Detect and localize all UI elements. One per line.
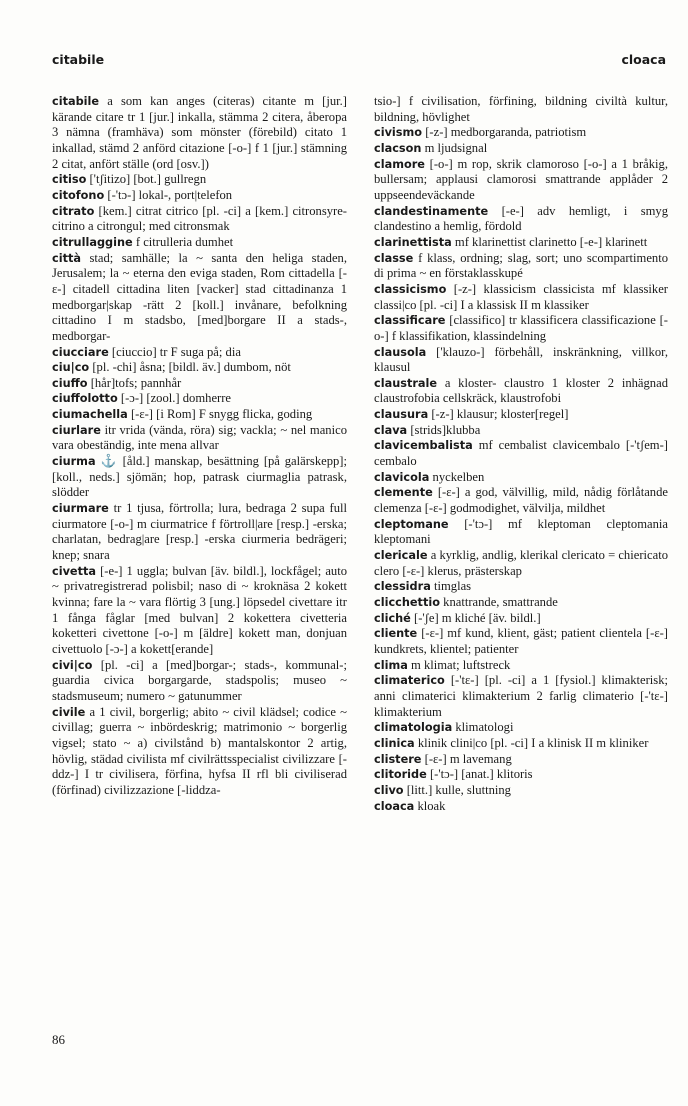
dictionary-entry [374, 595, 668, 611]
entry-body: [classifico] tr klassificera classificazione [-o-] f klassifikation, klassindelning [374, 313, 668, 343]
dictionary-entry [374, 752, 668, 768]
headword: classe [374, 251, 414, 265]
dictionary-entry [52, 423, 347, 454]
dictionary-entry [52, 360, 347, 376]
headword: clericale [374, 549, 428, 563]
dictionary-entry [374, 783, 668, 799]
dictionary-entry [374, 611, 668, 627]
headword: climaterico [374, 674, 445, 688]
dictionary-entry [374, 438, 668, 469]
dictionary-entry [374, 141, 668, 157]
entry-body: [-ɛ-] [i Rom] F snygg flicka, goding [130, 407, 313, 422]
headword: clitoride [374, 768, 427, 782]
dictionary-entry [374, 125, 668, 141]
entry-body: tr 1 tjusa, förtrolla; lura, bedraga 2 supa full ciurmatore [-o-] m ciurmatrice f förtroll|are [resp.] -erska; charlatan, bedrag|are [resp.] -erska ciurmeria bedrägeri; knep; snara [52, 501, 348, 563]
headword: clarinettista [374, 235, 452, 249]
headword: clemente [374, 486, 433, 500]
entry-body: nyckelben [432, 469, 485, 484]
dictionary-entry [374, 658, 668, 674]
entry-body: [-ɛ-] a god, välvillig, mild, nådig förlåtande clemenza [-ɛ-] godmodighet, välvilja, mildhet [374, 485, 668, 516]
entry-body: ['klauzo-] förbehåll, inskränkning, villkor, klausul [374, 344, 668, 375]
dictionary-entry [374, 767, 668, 783]
dictionary-entry [374, 282, 668, 313]
left-column [52, 94, 347, 799]
entry-body: [-e-] adv hemligt, i smyg clandestino a hemlig, fördold [374, 203, 668, 234]
page-number: 86 [52, 1032, 65, 1047]
entry-body: mf cembalist clavicembalo [-'tʃem-] cembalo [374, 438, 668, 469]
dictionary-entry [374, 251, 668, 282]
headword: clessidra [374, 580, 431, 594]
headword: ciucciare [52, 345, 109, 359]
running-head-left: citabile [52, 52, 105, 67]
dictionary-entry [52, 407, 347, 423]
entry-body: [-'tɔ-] [anat.] klitoris [429, 767, 533, 782]
dictionary-entry [374, 235, 668, 251]
headword: ciumachella [52, 408, 128, 422]
headword: ciurlare [52, 423, 101, 437]
dictionary-entry [52, 235, 347, 251]
entry-body: [pl. -ci] a [med]borgar-; stads-, kommunal-; guardia civica borgargarde, stadspolis; museo ~ stadsmuseum; numero ~ gatunummer [52, 657, 347, 703]
entry-body: a 1 civil, borgerlig; abito ~ civil klädsel; codice ~ civillag; guerra ~ inbördeskrig; matrimonio ~ borgerlig vigsel; stato ~ a) civilstånd b) mantalskontor 2 artig, hövlig, städad civilista mf civilrättsspecialist civilizzare [-ddz-] I tr civilisera, förfina, hyfsa II rfl bli civiliserad (förfinad) civilizzazione [-liddza- [52, 704, 347, 797]
entry-body: knattrande, smattrande [443, 595, 558, 609]
entry-body: kloak [417, 798, 446, 813]
headword: ciuffolotto [52, 392, 118, 406]
dictionary-entry [374, 407, 668, 423]
headword: cloaca [374, 799, 415, 813]
headword: clinica [374, 736, 415, 750]
headword: civile [52, 705, 86, 719]
headword: clivo [374, 783, 404, 797]
headword: clacson [374, 141, 422, 155]
headword: ciuffo [52, 376, 88, 390]
entry-body: [strids]klubba [410, 422, 481, 437]
dictionary-entry [52, 376, 347, 392]
entry-body: klimatologi [455, 720, 514, 735]
dictionary-entry [374, 673, 668, 720]
entry-body: a kloster- claustro 1 kloster 2 inhägnad claustrofobia cellskräck, klaustrofobi [374, 375, 668, 406]
headword: clicchettio [374, 596, 440, 609]
entry-body: [-'tɛ-] [pl. -ci] a 1 [fysiol.] klimakterisk; anni climaterici klimakterium 2 farlig climaterio [-'tɛ-] klimakterium [374, 673, 668, 719]
entry-body: [-e-] 1 uggla; bulvan [äv. bildl.], lockfågel; auto ~ privatregistrerad polisbil; naso di ~ kroknäsa 2 kokett kvinna; fare la ~ vara flörtig 3 [ung.] löpsedel civettare itr 1 fånga fåglar [med bulvan] 2 kokettera civetteria koketteri civettone [-o-] m [äldre] kokett man, donjuan civettuolo [-ɔ-] a kokett[erande] [52, 563, 348, 656]
entry-body: [-ɛ-] m lavemang [424, 751, 512, 766]
entry-body: [-'ʃe] m kliché [äv. bildl.] [414, 610, 541, 625]
dictionary-entry [374, 423, 668, 439]
entry-body: f citrulleria dumhet [135, 234, 234, 249]
entry-body: [ciuccio] tr F suga på; dia [111, 344, 241, 359]
headword: clavicola [374, 470, 430, 484]
headword: clava [374, 423, 408, 437]
entry-body: [-z-] klausur; kloster[regel] [431, 407, 569, 422]
entry-body: [-o-] m rop, skrik clamoroso [-o-] a 1 bråkig, bullersam; applausi clamorosi smattrande applåder 2 uppseendeväckande [374, 156, 668, 202]
entry-body: mf klarinettist clarinetto [-e-] klarinett [454, 234, 648, 249]
dictionary-entry [52, 204, 347, 235]
running-head-right: cloaca [621, 52, 666, 67]
dictionary-entry [52, 454, 347, 501]
headword: classificare [374, 314, 446, 328]
dictionary-entry-continued [374, 94, 668, 125]
entry-body: [-'tɔ-] lokal-, port|telefon [107, 187, 233, 202]
headword: città [52, 251, 81, 265]
headword: civi|co [52, 658, 93, 672]
dictionary-entry [374, 517, 668, 548]
dictionary-entry [52, 501, 347, 564]
entry-body: ⚓ [åld.] manskap, besättning [på galärskepp]; [koll., neds.] sjömän; hop, patrask ciurmaglia patrask, slödder [52, 454, 347, 500]
entry-body: [pl. -chi] åsna; [bildl. äv.] dumbom, nöt [92, 360, 291, 375]
headword: clima [374, 658, 408, 672]
entry-body: klinik clini|co [pl. -ci] I a klinisk II m kliniker [417, 735, 649, 750]
entry-body: m klimat; luftstreck [411, 657, 511, 672]
dictionary-entry [374, 204, 668, 235]
headword: clausura [374, 408, 429, 422]
entry-body: m ljudsignal [424, 140, 488, 155]
headword: citabile [52, 95, 100, 108]
headword: citrullaggine [52, 235, 133, 249]
dictionary-entry [52, 658, 347, 705]
dictionary-entry [374, 376, 668, 407]
headword: clavicembalista [374, 439, 473, 453]
dictionary-entry [374, 579, 668, 595]
headword: ciurma [52, 455, 96, 469]
dictionary-entry [374, 470, 668, 486]
entry-body: a som kan anges (citeras) citante m [jur.] kärande citare tr 1 [jur.] inkalla, stämma 2 citera, åberopa 3 nämna (framhäva) som mönster (förebild) citato 1 inkallad, stämd 2 anförd citazione [-o-] f 1 [jur.] stämning 2 citat, anfört ställe (ord [osv.]) [52, 94, 348, 171]
dictionary-entry [374, 626, 668, 657]
entry-body: tsio-] f civilisation, förfining, bildning civiltà kultur, bildning, hövlighet [374, 94, 668, 124]
headword: claustrale [374, 376, 438, 390]
dictionary-entry [52, 345, 347, 361]
dictionary-entry [374, 736, 668, 752]
dictionary-entry [52, 705, 347, 799]
entry-body: f klass, ordning; slag, sort; uno scompartimento di prima ~ en förstaklasskupé [374, 250, 669, 281]
entry-body: [-'tɔ-] mf kleptoman cleptomania kleptomani [374, 516, 668, 547]
headword: citiso [52, 173, 87, 187]
dictionary-entry [52, 251, 347, 345]
headword: cliché [374, 611, 411, 625]
headword: classicismo [374, 282, 447, 296]
headword: clandestinamente [374, 204, 489, 218]
entry-body: a kyrklig, andlig, klerikal clericato = chiericato clero [-ɛ-] klerus, prästerskap [374, 548, 668, 578]
entry-body: [-ɛ-] mf kund, klient, gäst; patient clientela [-ɛ-] kundkrets, klientel; patienter [374, 626, 669, 656]
entry-body: [-z-] klassicism classicista mf klassiker classi|co [pl. -ci] I a klassisk II m klassiker [374, 281, 668, 312]
entry-body: [-ɔ-] [zool.] domherre [120, 391, 232, 406]
dictionary-entry [374, 485, 668, 516]
headword: cleptomane [374, 517, 449, 531]
dictionary-entry [374, 345, 668, 376]
headword: clistere [374, 752, 422, 766]
dictionary-entry [52, 391, 347, 407]
entry-body: timglas [434, 579, 472, 594]
right-column [374, 94, 668, 814]
entry-body: ['tʃitizo] [bot.] gullregn [89, 172, 207, 187]
dictionary-entry [374, 548, 668, 579]
headword: clausola [374, 345, 427, 359]
entry-body: [hår]tofs; pannhår [90, 375, 182, 390]
dictionary-entry [374, 313, 668, 344]
headword: climatologia [374, 721, 453, 735]
headword: citofono [52, 188, 105, 202]
dictionary-entry [374, 799, 668, 815]
entry-body: itr vrida (vända, röra) sig; vackla; ~ nel manico vara obeständig, inte mena allvar [52, 422, 347, 453]
entry-body: [kem.] citrat citrico [pl. -ci] a [kem.] citronsyre- citrino a citrongul; med citronsmak [52, 203, 347, 234]
entry-body: stad; samhälle; la ~ santa den heliga staden, Jerusalem; la ~ eterna den eviga staden, Rom cittadella [-ɛ-] citadell cittadina liten [vacker] stad cittadinanza 1 medborgar|skap -rätt 2 [koll.] invånare, befolkning cittadino I m stadsbo, [med]borgare II a stads-, medborgar- [52, 250, 348, 343]
dictionary-entry [374, 157, 668, 204]
headword: ciu|co [52, 361, 90, 375]
headword: civismo [374, 126, 423, 140]
dictionary-entry [52, 188, 347, 204]
dictionary-entry [374, 720, 668, 736]
headword: citrato [52, 204, 95, 218]
headword: ciurmare [52, 502, 109, 516]
headword: civetta [52, 564, 97, 578]
entry-body: [litt.] kulle, sluttning [406, 782, 511, 797]
headword: clamore [374, 157, 425, 171]
dictionary-entry [52, 564, 347, 658]
headword: cliente [374, 627, 418, 641]
entry-body: [-z-] medborgaranda, patriotism [425, 125, 587, 140]
dictionary-entry [52, 94, 347, 172]
dictionary-entry [52, 172, 347, 188]
